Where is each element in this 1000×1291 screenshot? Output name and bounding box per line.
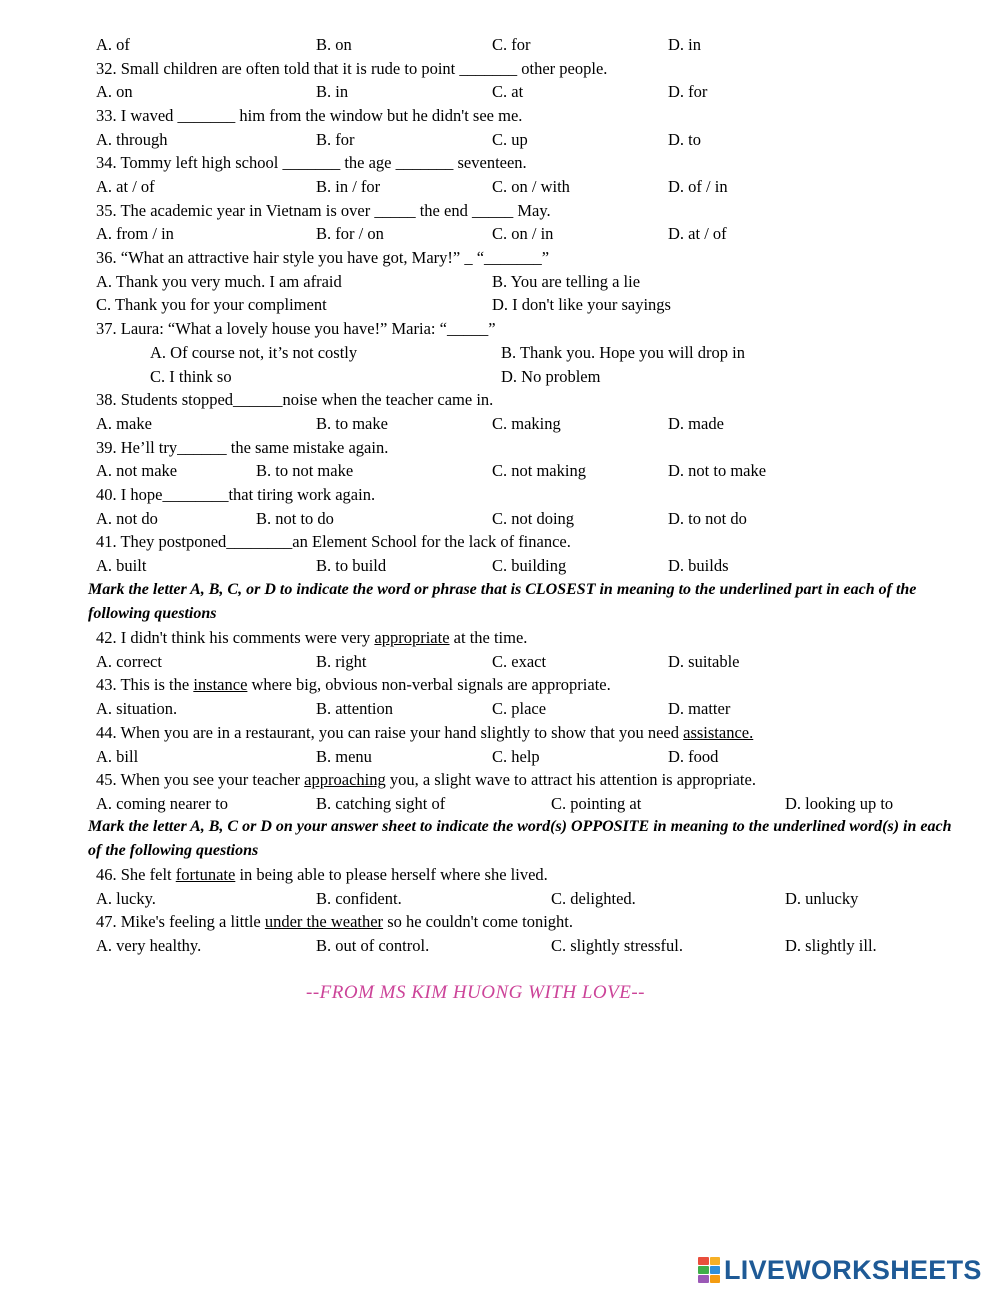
question-text-post: in being able to please herself where she lived.: [235, 865, 548, 884]
answer-option: C. pointing at: [551, 793, 642, 813]
answer-options: [0, 507, 1000, 531]
question-text: 41. They postponed________an Element School for the lack of finance.: [96, 532, 571, 552]
answer-options: [0, 80, 1000, 104]
answer-options: [0, 270, 1000, 294]
question-stem: [0, 436, 1000, 460]
answer-option: B. You are telling a lie: [492, 271, 641, 291]
answer-option: D. matter: [668, 699, 731, 719]
answer-option: D. No problem: [501, 366, 601, 386]
answer-option: C. place: [492, 699, 547, 719]
answer-option: D. builds: [668, 555, 729, 575]
question-stem: [0, 721, 1000, 745]
question-stem: [0, 673, 1000, 697]
footer-signature: --FROM MS KIM HUONG WITH LOVE--: [306, 982, 645, 1003]
answer-options: [0, 175, 1000, 199]
question-text-pre: 43. This is the: [96, 675, 194, 695]
underlined-word: fortunate: [175, 865, 236, 884]
answer-option: A. on: [96, 82, 133, 102]
question-text: 40. I hope________that tiring work again.: [96, 484, 376, 504]
underlined-word: instance: [193, 675, 248, 695]
question-stem: [0, 246, 1000, 270]
answer-option: D. to: [668, 129, 701, 149]
underlined-word: assistance.: [683, 722, 754, 742]
answer-option: D. I don't like your sayings: [492, 295, 671, 315]
answer-options: [0, 934, 1000, 958]
answer-option: B. right: [316, 651, 367, 671]
instruction-closest: Mark the letter A, B, C, or D to indicate the word or phrase that is CLOSEST in meaning to the underlined part in each of the following questions: [88, 581, 917, 622]
answer-options: [0, 887, 1000, 911]
answer-option: A. very healthy.: [96, 936, 202, 956]
answer-option: A. Of course not, it’s not costly: [150, 342, 358, 362]
question-text: 35. The academic year in Vietnam is over _____ the end _____ May.: [96, 200, 551, 220]
answer-option: C. exact: [492, 651, 547, 671]
answer-option: B. to make: [316, 413, 388, 433]
question-stem: [0, 57, 1000, 81]
answer-option: B. on: [316, 35, 352, 54]
answer-option: B. for: [316, 129, 355, 149]
question-text-post: you, a slight wave to attract his attention is appropriate.: [385, 770, 756, 790]
answer-option: B. to build: [316, 555, 387, 575]
answer-option: C. making: [492, 413, 561, 433]
answer-options: [0, 222, 1000, 246]
question-text-pre: 42. I didn't think his comments were very: [96, 628, 375, 647]
answer-options: [0, 33, 1000, 57]
answer-option: D. at / of: [668, 224, 727, 244]
answer-option: A. from / in: [96, 224, 174, 244]
answer-option: A. coming nearer to: [96, 793, 228, 813]
answer-option: C. on / with: [492, 177, 570, 197]
answer-option: C. delighted.: [551, 888, 636, 908]
liveworksheets-icon: [698, 1257, 720, 1283]
answer-option: C. up: [492, 129, 528, 149]
answer-option: C. building: [492, 555, 567, 575]
answer-option: D. looking up to: [785, 793, 894, 813]
underlined-word: appropriate: [374, 628, 450, 647]
question-text: 37. Laura: “What a lovely house you have!” Maria: “_____”: [96, 319, 496, 339]
question-text: [96, 721, 753, 745]
answer-option: B. confident.: [316, 888, 402, 908]
answer-option: C. I think so: [150, 366, 232, 386]
answer-option: B. menu: [316, 746, 372, 766]
answer-option: C. for: [492, 35, 531, 54]
underlined-word: approaching: [304, 770, 386, 790]
question-stem: [0, 199, 1000, 223]
answer-option: A. make: [96, 413, 152, 433]
question-stem: [0, 910, 1000, 934]
answer-option: A. correct: [96, 651, 162, 671]
question-stem: [0, 768, 1000, 792]
answer-options: [0, 697, 1000, 721]
answer-option: B. attention: [316, 699, 393, 719]
question-text-pre: 46. She felt: [96, 865, 176, 884]
answer-option: C. slightly stressful.: [551, 936, 684, 956]
question-text-post: at the time.: [449, 628, 528, 647]
answer-option: D. in: [668, 35, 701, 54]
answer-options: [0, 412, 1000, 436]
question-text: 38. Students stopped______noise when the teacher came in.: [96, 390, 494, 410]
answer-option: D. of / in: [668, 177, 728, 197]
answer-option: A. lucky.: [96, 888, 156, 908]
question-stem: [0, 151, 1000, 175]
question-text: 33. I waved _______ him from the window but he didn't see me.: [96, 106, 523, 126]
answer-option: B. for / on: [316, 224, 384, 244]
answer-option: A. through: [96, 129, 168, 149]
answer-option: D. to not do: [668, 508, 747, 528]
answer-option: A. not do: [96, 508, 158, 528]
answer-option: B. in / for: [316, 177, 381, 197]
answer-option: B. out of control.: [316, 936, 430, 956]
question-stem: [0, 104, 1000, 128]
question-text-post: where big, obvious non-verbal signals are appropriate.: [247, 675, 611, 695]
question-text: 39. He’ll try______ the same mistake again.: [96, 437, 389, 457]
answer-options: [0, 554, 1000, 578]
question-text-pre: 47. Mike's feeling a little: [96, 912, 265, 932]
question-stem: [0, 317, 1000, 341]
answer-option: A. bill: [96, 746, 139, 766]
answer-option: B. in: [316, 82, 349, 102]
answer-option: C. at: [492, 82, 524, 102]
answer-options: [0, 293, 1000, 317]
question-text: [96, 673, 611, 697]
question-stem: [0, 626, 1000, 650]
answer-option: D. made: [668, 413, 724, 433]
question-text: 34. Tommy left high school _______ the age _______ seventeen.: [96, 153, 527, 173]
answer-option: C. on / in: [492, 224, 554, 244]
question-text: [96, 768, 756, 792]
answer-option: B. Thank you. Hope you will drop in: [501, 342, 745, 362]
brand-name: LIVEWORKSHEETS: [724, 1254, 982, 1285]
underlined-word: under the weather: [264, 912, 384, 932]
question-text: [96, 863, 548, 887]
answer-options: [0, 792, 1000, 816]
answer-option: C. help: [492, 746, 540, 766]
answer-options: [0, 128, 1000, 152]
question-stem: [0, 530, 1000, 554]
answer-option: A. at / of: [96, 177, 155, 197]
question-text: 36. “What an attractive hair style you have got, Mary!” _ “_______”: [96, 248, 550, 268]
answer-options: [0, 459, 1000, 483]
answer-option: C. not doing: [492, 508, 575, 528]
answer-option: C. not making: [492, 461, 586, 481]
answer-option: D. for: [668, 82, 708, 102]
question-text-pre: 44. When you are in a restaurant, you can raise your hand slightly to show that you need: [96, 722, 684, 742]
question-text: 32. Small children are often told that it is rude to point _______ other people.: [96, 58, 608, 78]
question-text: [96, 626, 527, 650]
answer-options: [0, 341, 1000, 365]
answer-option: D. not to make: [668, 461, 767, 481]
question-text: [96, 910, 573, 934]
question-text-post: so he couldn't come tonight.: [383, 912, 574, 932]
answer-option: B. not to do: [256, 508, 334, 528]
answer-option: D. slightly ill.: [785, 936, 877, 956]
answer-option: B. to not make: [256, 461, 354, 481]
answer-option: D. unlucky: [785, 888, 859, 908]
answer-option: D. suitable: [668, 651, 740, 671]
answer-option: B. catching sight of: [316, 793, 446, 813]
answer-option: A. Thank you very much. I am afraid: [96, 271, 342, 291]
question-stem: [0, 483, 1000, 507]
answer-option: C. Thank you for your compliment: [96, 295, 327, 315]
answer-option: A. situation.: [96, 699, 178, 719]
answer-option: A. of: [96, 35, 130, 54]
question-text-pre: 45. When you see your teacher: [96, 770, 305, 790]
answer-option: A. built: [96, 555, 147, 575]
answer-options: [0, 745, 1000, 769]
question-stem: [0, 388, 1000, 412]
answer-options: [0, 650, 1000, 674]
liveworksheets-logo: [698, 1255, 982, 1285]
answer-option: D. food: [668, 746, 719, 766]
instruction-opposite: Mark the letter A, B, C or D on your answer sheet to indicate the word(s) OPPOSITE in meaning to the underlined word(s) in each of the following questions: [88, 818, 952, 859]
answer-options: [0, 365, 1000, 389]
question-stem: [0, 863, 1000, 887]
answer-option: A. not make: [96, 461, 178, 481]
